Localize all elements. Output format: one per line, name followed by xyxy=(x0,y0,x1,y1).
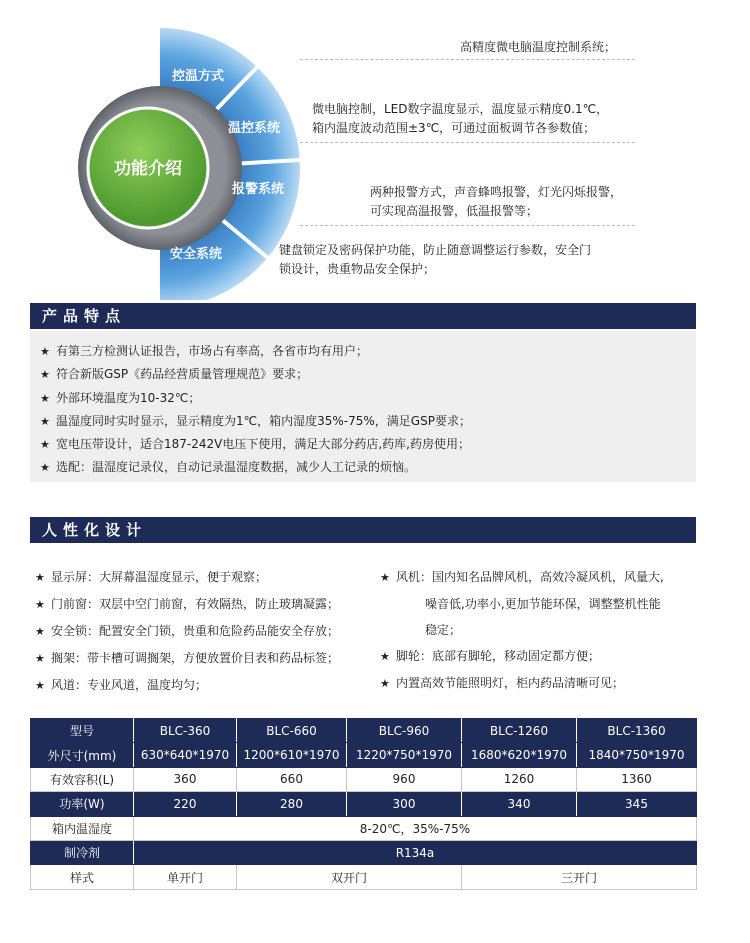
table-cell: 280 xyxy=(237,792,347,816)
desc-alarm-system xyxy=(370,183,622,221)
design-item: ★ 安全锁：配置安全门锁，贵重和危险药品能安全存放； xyxy=(35,618,339,645)
row-label: 样式 xyxy=(31,865,134,889)
features-box xyxy=(30,331,696,482)
table-cell: 1840*750*1970 xyxy=(577,743,697,767)
desc-line: 可实现高温报警，低温报警等； xyxy=(370,204,539,218)
row-label: 功率(W) xyxy=(31,792,134,816)
table-cell: 630*640*1970 xyxy=(134,743,237,767)
table-row xyxy=(31,743,697,767)
table-header-row xyxy=(31,719,697,743)
header-cell: BLC-360 xyxy=(134,719,237,743)
star-icon: ★ xyxy=(40,391,50,405)
header-cell: BLC-660 xyxy=(237,719,347,743)
table-cell: 1260 xyxy=(462,767,577,791)
table-cell: 1360 xyxy=(577,767,697,791)
feature-item: ★ 符合新版GSP《药品经营质量管理规范》要求； xyxy=(40,363,696,386)
row-label: 外尺寸(mm) xyxy=(31,743,134,767)
table-cell-merged: R134a xyxy=(134,840,697,864)
table-cell: 300 xyxy=(347,792,462,816)
desc-line: 高精度微电脑温度控制系统； xyxy=(460,40,617,54)
center-label: 功能介绍 xyxy=(114,159,182,178)
table-cell: 1200*610*1970 xyxy=(237,743,347,767)
row-label: 制冷剂 xyxy=(31,840,134,864)
design-item: ★ 搁架：带卡槽可调搁架，方便放置价目表和药品标签； xyxy=(35,645,339,672)
table-row xyxy=(31,840,697,864)
star-icon: ★ xyxy=(35,571,45,584)
design-title: 人性化设计 xyxy=(30,517,181,543)
table-cell: 1680*620*1970 xyxy=(462,743,577,767)
segment-label-1: 控温方式 xyxy=(172,68,225,83)
table-cell: 220 xyxy=(134,792,237,816)
desc-line: 箱内温度波动范围±3℃，可通过面板调节各参数值； xyxy=(312,121,596,135)
desc-temperature-control xyxy=(312,100,608,138)
star-icon: ★ xyxy=(40,438,50,452)
design-item: ★ 显示屏：大屏幕温湿度显示，便于观察； xyxy=(35,564,339,591)
design-item: ★ 脚轮：底部有脚轮，移动固定都方便； xyxy=(380,643,664,670)
divider xyxy=(300,225,635,226)
header-cell: BLC-1260 xyxy=(462,719,577,743)
desc-temperature-mode xyxy=(460,38,616,57)
design-item: ★ 风道：专业风道，温度均匀； xyxy=(35,672,339,699)
segment-label-4: 安全系统 xyxy=(170,246,223,261)
star-icon: ★ xyxy=(35,598,45,611)
feature-item: ★ 有第三方检测认证报告，市场占有率高，各省市均有用户； xyxy=(40,340,696,363)
design-item: ★ 风机：国内知名品牌风机，高效冷凝风机，风量大, 噪音低,功率小,更加节能环保，调整整机性能 稳定； xyxy=(380,564,664,643)
desc-line: 键盘锁定及密码保护功能，防止随意调整运行参数，安全门 xyxy=(279,243,592,257)
star-icon: ★ xyxy=(380,677,390,690)
star-icon: ★ xyxy=(35,652,45,665)
star-icon: ★ xyxy=(35,625,45,638)
star-icon: ★ xyxy=(40,461,50,475)
table-row xyxy=(31,816,697,840)
star-icon: ★ xyxy=(40,345,50,358)
header-cell: BLC-1360 xyxy=(577,719,697,743)
row-label: 箱内温湿度 xyxy=(31,816,134,840)
star-icon: ★ xyxy=(40,414,50,428)
segment-label-2: 温控系统 xyxy=(228,120,281,135)
table-cell: 960 xyxy=(347,767,462,791)
desc-line: 两种报警方式，声音蜂鸣报警，灯光闪烁报警， xyxy=(370,185,623,199)
table-cell: 345 xyxy=(577,792,697,816)
table-cell: 三开门 xyxy=(462,865,697,889)
feature-diagram xyxy=(0,0,750,300)
feature-item: ★ 外部环境温度为10-32℃； xyxy=(40,387,696,410)
table-cell: 双开门 xyxy=(237,865,462,889)
feature-item: ★ 温湿度同时实时显示，显示精度为1℃，箱内湿度35%-75%，满足GSP要求； xyxy=(40,410,696,433)
table-cell: 单开门 xyxy=(134,865,237,889)
table-cell: 360 xyxy=(134,767,237,791)
star-icon: ★ xyxy=(40,368,50,382)
table-cell: 1220*750*1970 xyxy=(347,743,462,767)
features-list xyxy=(30,331,696,480)
design-item: ★ 门前窗：双层中空门前窗，有效隔热，防止玻璃凝露； xyxy=(35,591,339,618)
feature-item: ★ 宽电压带设计，适合187-242V电压下使用，满足大部分药店,药库,药房使用； xyxy=(40,433,696,456)
design-header xyxy=(30,517,696,543)
design-item: ★ 内置高效节能照明灯，柜内药品清晰可见； xyxy=(380,670,664,697)
feature-item: ★ 选配：温湿度记录仪，自动记录温湿度数据，减少人工记录的烦恼。 xyxy=(40,456,696,479)
design-list-left xyxy=(35,564,339,699)
table-row xyxy=(31,792,697,816)
table-cell: 340 xyxy=(462,792,577,816)
row-label: 有效容积(L) xyxy=(31,767,134,791)
desc-line: 微电脑控制，LED数字温度显示，温度显示精度0.1℃， xyxy=(312,102,609,116)
star-icon: ★ xyxy=(380,571,390,584)
table-row xyxy=(31,865,697,889)
header-cell: 型号 xyxy=(31,719,134,743)
features-title: 产品特点 xyxy=(30,303,160,329)
table-row xyxy=(31,767,697,791)
divider xyxy=(300,142,635,143)
spec-table xyxy=(30,718,697,890)
table-cell-merged: 8-20℃，35%-75% xyxy=(134,816,697,840)
divider xyxy=(300,59,635,60)
star-icon: ★ xyxy=(380,650,390,663)
design-list-right xyxy=(380,564,664,697)
desc-security-system xyxy=(279,241,591,279)
header-cell: BLC-960 xyxy=(347,719,462,743)
features-header xyxy=(30,303,696,329)
desc-line: 锁设计，贵重物品安全保护； xyxy=(279,262,436,276)
segment-label-3: 报警系统 xyxy=(232,181,285,196)
star-icon: ★ xyxy=(35,679,45,692)
table-cell: 660 xyxy=(237,767,347,791)
